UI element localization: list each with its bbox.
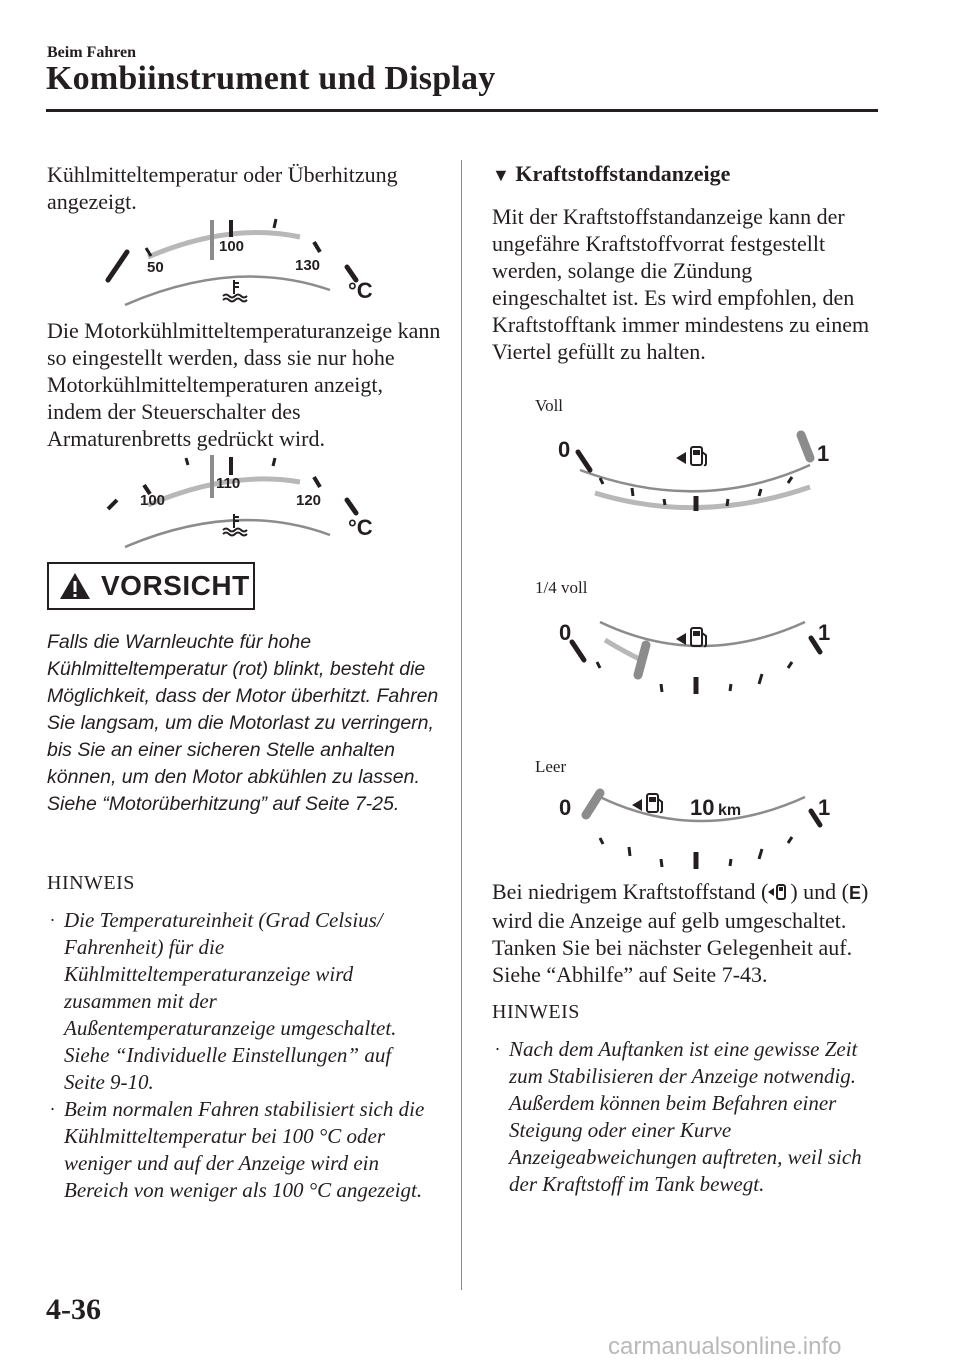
hinweis-title-right: HINWEIS	[492, 1001, 580, 1023]
inline-empty-icon: E	[849, 883, 862, 903]
fuel-range-value: 10	[690, 795, 715, 820]
temp-gauge-2-label-110: 110	[216, 475, 241, 492]
temp-gauge-1-label-130: 130	[295, 257, 321, 274]
fuel-pump-icon	[676, 628, 706, 646]
fuel-gauge-quarter	[550, 610, 850, 710]
caution-text: Falls die Warnleuchte für hohe Kühlmitteltemperatur (rot) blinkt, besteht die Möglichkeit, dass der Motor überhitzt. Fahren Sie langsam, um die Motorlast zu verringern, bis Sie an einer sicheren Stelle anhalten können, um den Motor abkühlen zu lassen.	[47, 631, 439, 788]
temp-gauge-2-label-100: 100	[140, 492, 166, 509]
hinweis-item-text: Nach dem Auftanken ist eine gewisse Zeit zum Stabilisieren der Anzeige notwendig. Außerdem können beim Befahren einer Steigung oder einer Kurve Anzeigeabweichungen auftreten, weil sich der Kraftstoff im Tank bewegt.	[509, 1037, 862, 1196]
fuel-range-unit: km	[718, 802, 742, 819]
fuel-gauge-heading-text: Kraftstoffstandanzeige	[515, 161, 731, 186]
bullet-dot: ·	[495, 1039, 500, 1059]
watermark: carmanualsonline.info	[608, 1333, 842, 1360]
fuel-empty-max-label: 1	[818, 795, 831, 820]
fuel-gauge-full	[550, 425, 850, 525]
intro-text: Kühlmitteltemperatur oder Überhitzung angezeigt.	[47, 162, 398, 214]
page-title: Kombiinstrument und Display	[46, 60, 496, 97]
fuel-quarter-min-label: 0	[559, 620, 572, 645]
fuel-pump-icon	[632, 794, 662, 812]
temp-gauge-1-label-100: 100	[219, 238, 245, 255]
hinweis-item-right-1	[495, 1036, 865, 1198]
fuel-full-max-label: 1	[817, 441, 830, 466]
fuel-gauge-label-full: Voll	[535, 396, 564, 415]
low-fuel-text-a: Bei niedrigem Kraftstoffstand (	[492, 879, 769, 904]
heading-triangle-icon: ▼	[492, 165, 510, 185]
fuel-gauge-intro: Mit der Kraftstoffstandanzeige kann der ungefähre Kraftstoffvorrat festgestellt werden, solange die Zündung eingeschaltet ist. Es wird empfohlen, den Kraftstofftank immer mindestens zu einem Viertel gefüllt zu halten.	[492, 204, 870, 364]
temp-gauge-2-label-120: 120	[296, 492, 322, 509]
warning-triangle-icon	[59, 572, 91, 600]
low-fuel-text-b: ) und (	[790, 879, 850, 904]
hinweis-title-left: HINWEIS	[47, 872, 135, 894]
column-divider	[461, 160, 462, 1290]
hinweis-item-2	[50, 1096, 430, 1204]
low-fuel-paragraph	[492, 878, 882, 988]
fuel-empty-min-label: 0	[559, 795, 572, 820]
temperature-gauge-1	[100, 212, 400, 312]
hinweis-item-text: Beim normalen Fahren stabilisiert sich die Kühlmitteltemperatur bei 100 °C oder weniger und auf der Anzeige wird ein Bereich von weniger als 100 °C angezeigt.	[64, 1097, 425, 1202]
inline-fuel-pump-icon	[768, 883, 790, 901]
fuel-gauge-label-empty: Leer	[535, 757, 567, 776]
section-label: Beim Fahren	[47, 44, 137, 61]
temperature-gauge-2	[100, 450, 400, 550]
temp-gauge-1-label-50: 50	[147, 259, 164, 276]
coolant-temperature-icon	[223, 280, 247, 302]
hinweis-item-text: Die Temperatureinheit (Grad Celsius/ Fahrenheit) für die Kühlmitteltemperaturanzeige wird zusammen mit der Außentemperaturanzeige umgeschaltet. Siehe “Individuelle Einstellungen” auf Seite 9-10.	[64, 908, 397, 1094]
caution-reference: Siehe “Motorüberhitzung” auf Seite 7-25.	[47, 793, 400, 815]
caution-label-box	[47, 562, 255, 610]
temp-gauge-1-unit: °C	[348, 278, 373, 303]
hinweis-item-1	[50, 907, 430, 1096]
fuel-gauge-heading	[492, 161, 730, 187]
temp-gauge-2-unit: °C	[348, 515, 373, 540]
paragraph-temp-setting: Die Motorkühlmitteltemperaturanzeige kann so eingestellt werden, dass sie nur hohe Motorkühlmitteltemperaturen anzeigt, indem der Steuerschalter des Armaturenbretts gedrückt wird.	[47, 318, 441, 451]
bullet-dot: ·	[50, 1099, 55, 1119]
fuel-gauge-empty	[550, 785, 850, 885]
title-rule	[46, 109, 878, 112]
bullet-dot: ·	[50, 910, 55, 930]
fuel-gauge-label-quarter: 1/4 voll	[535, 578, 588, 597]
caution-label: VORSICHT	[101, 570, 250, 601]
fuel-pump-icon	[676, 447, 706, 465]
caution-text-block	[47, 629, 447, 818]
fuel-full-min-label: 0	[558, 437, 571, 462]
coolant-temperature-icon	[223, 514, 247, 536]
page-number: 4-36	[46, 1293, 101, 1326]
fuel-quarter-max-label: 1	[818, 620, 831, 645]
low-fuel-text-c: ) wird die Anzeige auf gelb umgeschaltet. Tanken Sie bei nächster Gelegenheit auf. Siehe “Abhilfe” auf Seite 7-43.	[492, 879, 869, 987]
